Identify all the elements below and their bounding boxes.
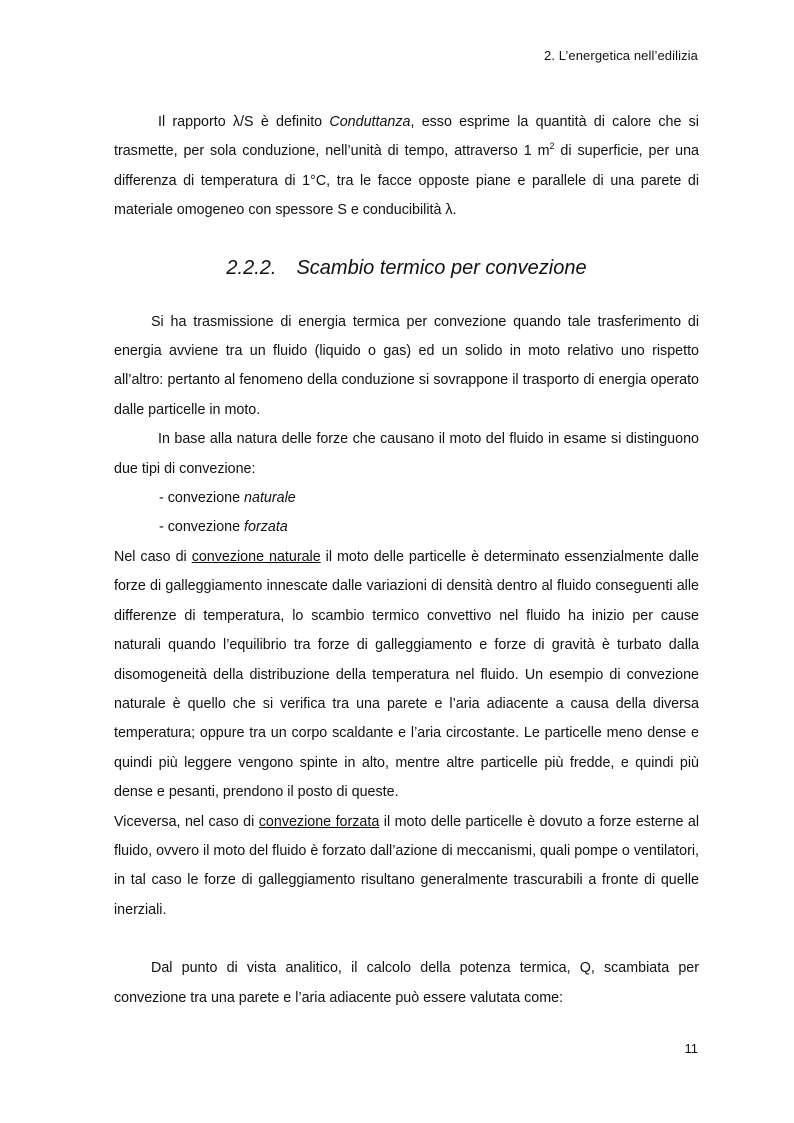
page-number: 11 bbox=[684, 1041, 698, 1056]
section-title: Scambio termico per convezione bbox=[296, 256, 587, 279]
text: Il rapporto λ/S è definito bbox=[158, 114, 330, 130]
list-item bbox=[159, 513, 699, 542]
superscript: 2 bbox=[549, 141, 555, 152]
paragraph-convection-types: In base alla natura delle forze che causano il moto del fluido in esame si distinguono due tipi di convezione: bbox=[114, 431, 699, 477]
page-body bbox=[114, 108, 699, 1013]
term-natural-convection: convezione naturale bbox=[191, 548, 321, 565]
text: il moto delle particelle è determinato essenzialmente dalle forze di galleggiamento innescate dalle variazioni di densità dentro al fluido conseguenti alle differenze di temperatura, lo scambio termico convettivo nel fluido ha inizio per cause naturali quando l’equilibrio tra forze di galleggiamento e forze di gravità è turbato dalla disomogeneità della distribuzione della temperatura nel fluido. Un esempio di convezione naturale è quello che si verifica tra una parete e l’aria adiacente a causa della diversa temperatura; oppure tra un corpo scaldante e l’aria circostante. Le particelle meno dense e quindi più leggere vengono spinte in alto, mentre altre particelle più fredde, e quindi più dense e pesanti, prendono il posto di queste. bbox=[114, 548, 699, 801]
text: il moto delle particelle è dovuto a forze esterne al fluido, ovvero il moto del fluido è forzato dall’azione di meccanismi, quali pompe o ventilatori, in tal caso le forze di galleggiamento risultano generalmente trascurabili a fronte di quelle inerziali. bbox=[114, 813, 699, 918]
text: Nel caso di bbox=[114, 548, 192, 565]
section-heading bbox=[114, 254, 699, 282]
list-term: naturale bbox=[244, 490, 296, 507]
paragraph-forced-convection bbox=[114, 808, 699, 926]
spacer bbox=[114, 925, 699, 954]
term-conduttanza: Conduttanza bbox=[329, 114, 411, 130]
text: Viceversa, nel caso di bbox=[114, 813, 259, 830]
list-prefix: - convezione bbox=[159, 519, 245, 536]
paragraph-conductance bbox=[114, 108, 699, 226]
term-forced-convection: convezione forzata bbox=[258, 813, 380, 830]
list-term: forzata bbox=[244, 519, 288, 536]
section-number: 2.2.2. bbox=[226, 256, 277, 279]
text: di superficie, per una differenza di temperatura di 1°C, tra le facce opposte piane e parallele di una parete di materiale omogeneo con spessore S e conducibilità λ. bbox=[114, 143, 699, 219]
text: , esso esprime la quantità di calore che si trasmette, per sola conduzione, nell’unità di tempo, attraverso 1 m bbox=[114, 114, 699, 160]
running-header: 2. L’energetica nell’edilizia bbox=[544, 48, 698, 63]
paragraph-natural-convection bbox=[114, 543, 699, 808]
list-prefix: - convezione bbox=[159, 490, 245, 507]
paragraph-analytic: Dal punto di vista analitico, il calcolo della potenza termica, Q, scambiata per convezione tra una parete e l’aria adiacente può essere valutata come: bbox=[114, 960, 699, 1006]
list-item bbox=[159, 484, 699, 513]
paragraph-convection-intro: Si ha trasmissione di energia termica per convezione quando tale trasferimento di energia avviene tra un fluido (liquido o gas) ed un solido in moto relativo uno rispetto all’altro: pertanto al fenomeno della conduzione si sovrappone il trasporto di energia operato dalle particelle in moto. bbox=[114, 313, 699, 418]
